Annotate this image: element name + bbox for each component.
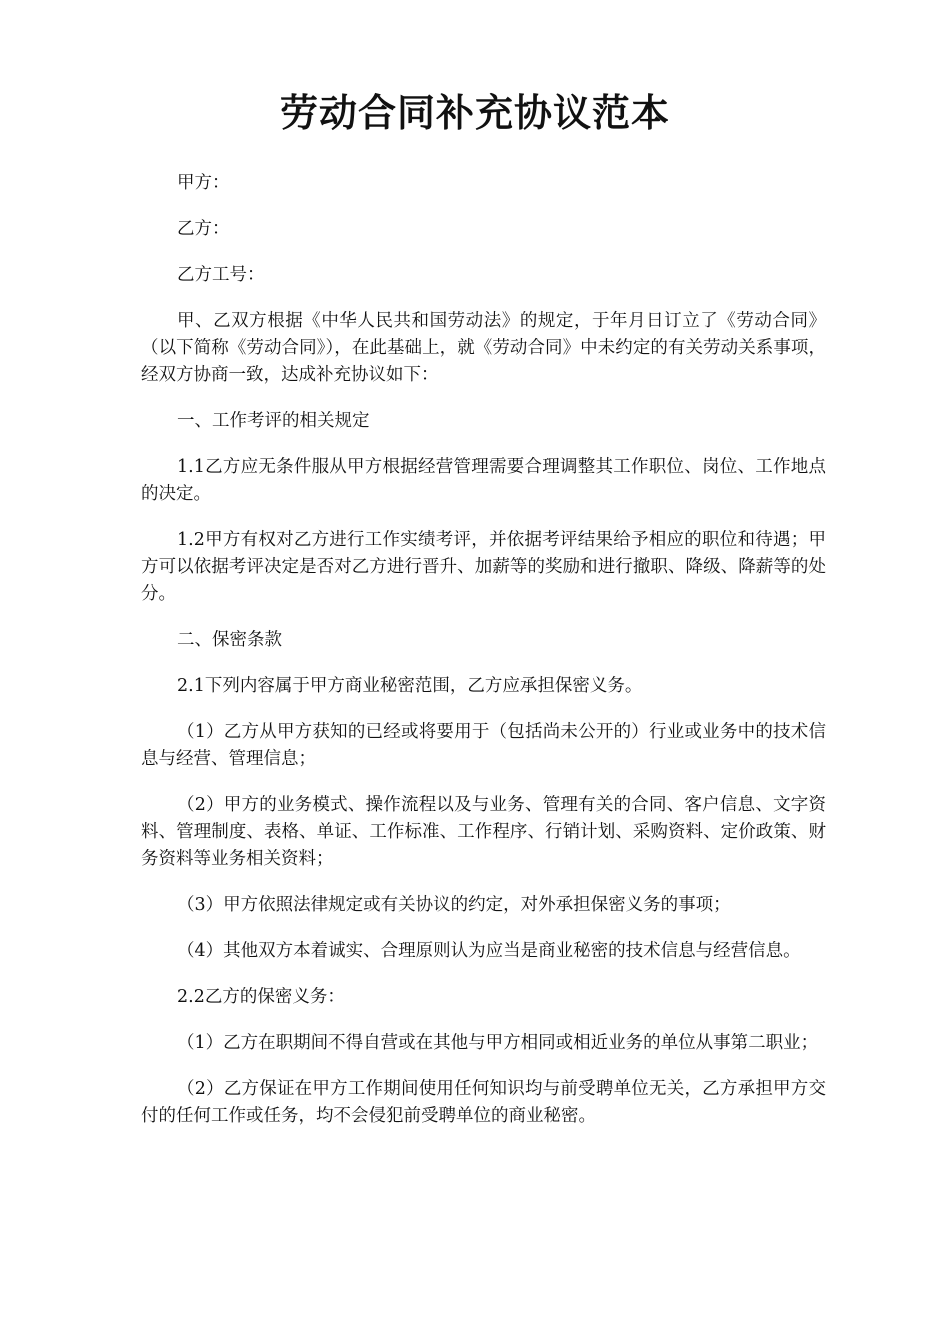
party-b-line: 乙方： xyxy=(177,219,230,239)
section-heading-1: 一、工作考评的相关规定 xyxy=(177,411,370,431)
clause-2-1: 2.1下列内容属于甲方商业秘密范围，乙方应承担保密义务。 xyxy=(177,676,643,696)
section-heading-2: 二、保密条款 xyxy=(177,630,282,650)
clause-1-1: 1.1乙方应无条件服从甲方根据经营管理需要合理调整其工作职位、岗位、工作地点的决定。 xyxy=(141,457,826,504)
clause-1-2: 1.2甲方有权对乙方进行工作实绩考评，并依据考评结果给予相应的职位和待遇；甲方可以依据考评决定是否对乙方进行晋升、加薪等的奖励和进行撤职、降级、降薪等的处分。 xyxy=(141,530,826,604)
clause-2-2-item-1: （1）乙方在职期间不得自营或在其他与甲方相同或相近业务的单位从事第二职业； xyxy=(177,1033,819,1053)
party-b-id-line: 乙方工号： xyxy=(177,265,265,285)
clause-2-1-item-3: （3）甲方依照法律规定或有关协议的约定，对外承担保密义务的事项； xyxy=(177,895,731,915)
document-title: 劳动合同补充协议范本 xyxy=(279,91,670,135)
document-body xyxy=(141,170,826,1149)
party-a-line: 甲方： xyxy=(177,173,230,193)
clause-2-1-item-1: （1）乙方从甲方获知的已经或将要用于（包括尚未公开的）行业或业务中的技术信息与经营、管理信息； xyxy=(141,722,826,769)
clause-2-1-item-2: （2）甲方的业务模式、操作流程以及与业务、管理有关的合同、客户信息、文字资料、管理制度、表格、单证、工作标准、工作程序、行销计划、采购资料、定价政策、财务资料等业务相关资料； xyxy=(141,795,826,869)
preamble-paragraph: 甲、乙双方根据《中华人民共和国劳动法》的规定，于年月日订立了《劳动合同》（以下简称《劳动合同》），在此基础上，就《劳动合同》中未约定的有关劳动关系事项，经双方协商一致，达成补充协议如下： xyxy=(141,311,826,385)
clause-2-2: 2.2乙方的保密义务： xyxy=(177,987,345,1007)
clause-2-2-item-2: （2）乙方保证在甲方工作期间使用任何知识均与前受聘单位无关，乙方承担甲方交付的任何工作或任务，均不会侵犯前受聘单位的商业秘密。 xyxy=(141,1079,826,1126)
clause-2-1-item-4: （4）其他双方本着诚实、合理原则认为应当是商业秘密的技术信息与经营信息。 xyxy=(177,941,801,961)
